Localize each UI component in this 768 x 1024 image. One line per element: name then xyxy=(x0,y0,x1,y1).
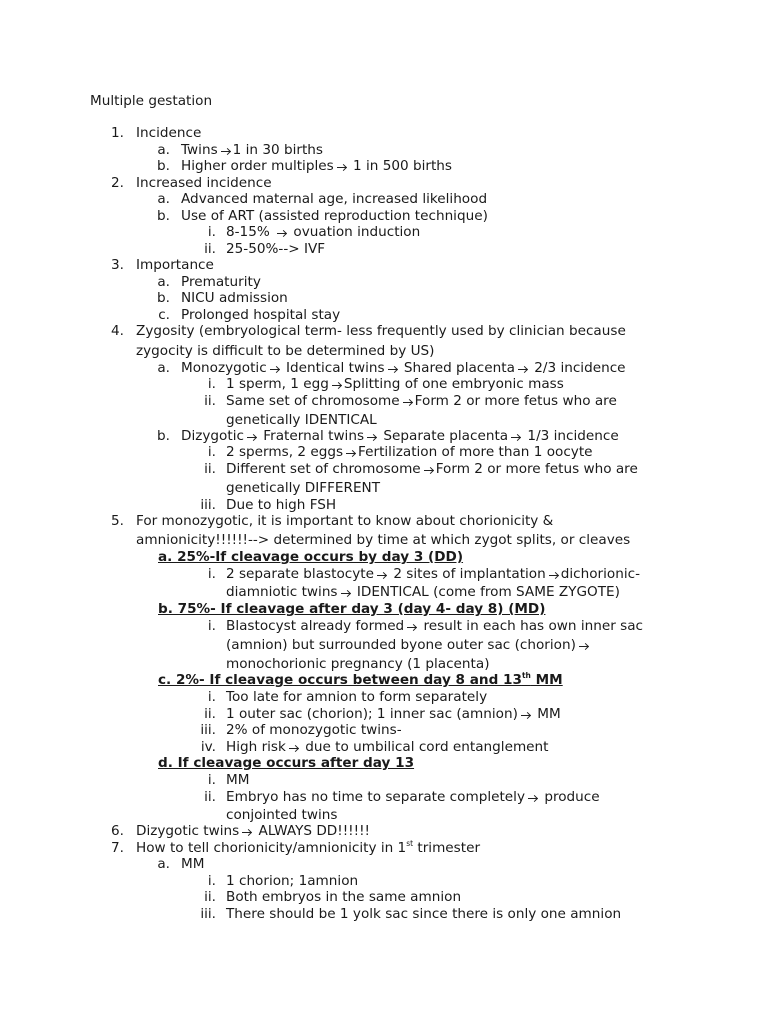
list-item: 1 chorion; 1amnion xyxy=(226,873,359,889)
right-arrow-icon xyxy=(376,570,387,580)
list-item: Different set of chromosome Form 2 or more fetus who are xyxy=(226,461,638,477)
list-letter: a. xyxy=(157,142,170,158)
right-arrow-icon xyxy=(220,146,231,156)
list-item: Dizygotic Fraternal twins Separate placenta 1/3 incidence xyxy=(181,428,619,444)
list-item-continued: conjointed twins xyxy=(226,807,338,823)
right-arrow-icon xyxy=(578,641,589,651)
right-arrow-icon xyxy=(387,364,398,374)
list-roman: iii. xyxy=(200,722,216,738)
page-title: Multiple gestation xyxy=(90,93,213,109)
list-roman: i. xyxy=(207,618,216,634)
list-item-continued: zygocity is difficult to be determined by US) xyxy=(136,343,435,359)
list-letter: b. xyxy=(157,428,170,444)
list-roman: i. xyxy=(207,376,216,392)
list-item: MM xyxy=(226,772,250,788)
list-roman: i. xyxy=(207,566,216,582)
list-letter: a. xyxy=(157,191,170,207)
right-arrow-icon xyxy=(402,397,413,407)
list-item: Twins 1 in 30 births xyxy=(181,142,323,158)
section-heading: d. If cleavage occurs after day 13 xyxy=(158,755,415,771)
list-roman: i. xyxy=(207,689,216,705)
section-heading: a. 25%-If cleavage occurs by day 3 (DD) xyxy=(158,549,464,565)
list-roman: i. xyxy=(207,224,216,240)
list-roman: iii. xyxy=(200,497,216,513)
list-number: 1. xyxy=(111,125,124,141)
right-arrow-icon xyxy=(345,448,356,458)
list-item: Both embryos in the same amnion xyxy=(226,889,462,905)
list-item: Monozygotic Identical twins Shared placenta 2/3 incidence xyxy=(181,360,626,376)
list-item: 2 sperms, 2 eggs Fertilization of more than 1 oocyte xyxy=(226,444,593,460)
list-item: NICU admission xyxy=(181,290,288,306)
list-roman: i. xyxy=(207,444,216,460)
list-roman: i. xyxy=(207,873,216,889)
list-item: Embryo has no time to separate completely produce xyxy=(226,789,600,805)
list-letter: c. xyxy=(158,307,170,323)
list-item-continued: diamniotic twins IDENTICAL (come from SAME ZYGOTE) xyxy=(226,584,620,600)
right-arrow-icon xyxy=(423,465,434,475)
list-item: Due to high FSH xyxy=(226,497,337,513)
list-item: Blastocyst already formed result in each has own inner sac xyxy=(226,618,643,634)
list-item: High risk due to umbilical cord entanglement xyxy=(226,739,549,755)
right-arrow-icon xyxy=(241,827,252,837)
list-item: Zygosity (embryological term- less frequently used by clinician because xyxy=(136,323,626,339)
list-item: Prolonged hospital stay xyxy=(181,307,341,323)
right-arrow-icon xyxy=(406,622,417,632)
list-item: Use of ART (assisted reproduction technique) xyxy=(181,208,488,224)
list-roman: ii. xyxy=(204,789,216,805)
right-arrow-icon xyxy=(246,432,257,442)
list-item: Same set of chromosome Form 2 or more fetus who are xyxy=(226,393,617,409)
list-item: 2% of monozygotic twins- xyxy=(226,722,402,738)
list-letter: b. xyxy=(157,208,170,224)
list-item: 2 separate blastocyte 2 sites of implantation dichorionic- xyxy=(226,566,641,582)
right-arrow-icon xyxy=(548,570,559,580)
right-arrow-icon xyxy=(527,793,538,803)
list-item: Too late for amnion to form separately xyxy=(226,689,488,705)
section-heading: c. 2%- If cleavage occurs between day 8 and 13th MM xyxy=(158,671,563,688)
list-letter: b. xyxy=(157,158,170,174)
list-item: 1 outer sac (chorion); 1 inner sac (amnion) MM xyxy=(226,706,561,722)
list-item: 1 sperm, 1 egg Splitting of one embryonic mass xyxy=(226,376,564,392)
list-item: Prematurity xyxy=(181,274,261,290)
right-arrow-icon xyxy=(520,710,531,720)
list-item-continued: (amnion) but surrounded byone outer sac (chorion) xyxy=(226,637,591,654)
list-roman: ii. xyxy=(204,706,216,722)
section-heading: b. 75%- If cleavage after day 3 (day 4- day 8) (MD) xyxy=(158,601,546,617)
list-item-continued: genetically DIFFERENT xyxy=(226,480,381,496)
right-arrow-icon xyxy=(366,432,377,442)
list-item: 8-15% ovuation induction xyxy=(226,224,421,240)
list-number: 3. xyxy=(111,257,124,273)
list-letter: a. xyxy=(157,856,170,872)
list-letter: a. xyxy=(157,360,170,376)
list-item: Dizygotic twins ALWAYS DD!!!!!! xyxy=(136,823,370,839)
list-roman: iv. xyxy=(200,739,216,755)
list-roman: ii. xyxy=(204,889,216,905)
right-arrow-icon xyxy=(269,364,280,374)
list-item: Increased incidence xyxy=(136,175,272,191)
right-arrow-icon xyxy=(510,432,521,442)
list-number: 7. xyxy=(111,840,124,856)
list-item: 25-50%--> IVF xyxy=(226,241,326,257)
list-item: There should be 1 yolk sac since there is only one amnion xyxy=(226,906,622,922)
list-item: MM xyxy=(181,856,205,872)
list-item-continued: amnionicity!!!!!!--> determined by time at which zygot splits, or cleaves xyxy=(136,532,631,548)
right-arrow-icon xyxy=(340,588,351,598)
list-letter: b. xyxy=(157,290,170,306)
list-item: Higher order multiples 1 in 500 births xyxy=(181,158,452,174)
list-item-continued: monochorionic pregnancy (1 placenta) xyxy=(226,656,490,672)
right-arrow-icon xyxy=(276,228,287,238)
list-item: How to tell chorionicity/amnionicity in 1st trimester xyxy=(136,839,481,856)
list-roman: iii. xyxy=(200,906,216,922)
list-item: For monozygotic, it is important to know about chorionicity & xyxy=(136,513,554,529)
right-arrow-icon xyxy=(331,380,342,390)
list-letter: a. xyxy=(157,274,170,290)
list-item: Importance xyxy=(136,257,214,273)
list-number: 6. xyxy=(111,823,124,839)
list-item: Incidence xyxy=(136,125,202,141)
list-item: Advanced maternal age, increased likelihood xyxy=(181,191,488,207)
list-roman: ii. xyxy=(204,461,216,477)
list-roman: ii. xyxy=(204,393,216,409)
list-number: 4. xyxy=(111,323,124,339)
list-number: 2. xyxy=(111,175,124,191)
list-roman: i. xyxy=(207,772,216,788)
list-item-continued: genetically IDENTICAL xyxy=(226,412,377,428)
list-roman: ii. xyxy=(204,241,216,257)
right-arrow-icon xyxy=(336,162,347,172)
list-number: 5. xyxy=(111,513,124,529)
right-arrow-icon xyxy=(288,743,299,753)
right-arrow-icon xyxy=(517,364,528,374)
